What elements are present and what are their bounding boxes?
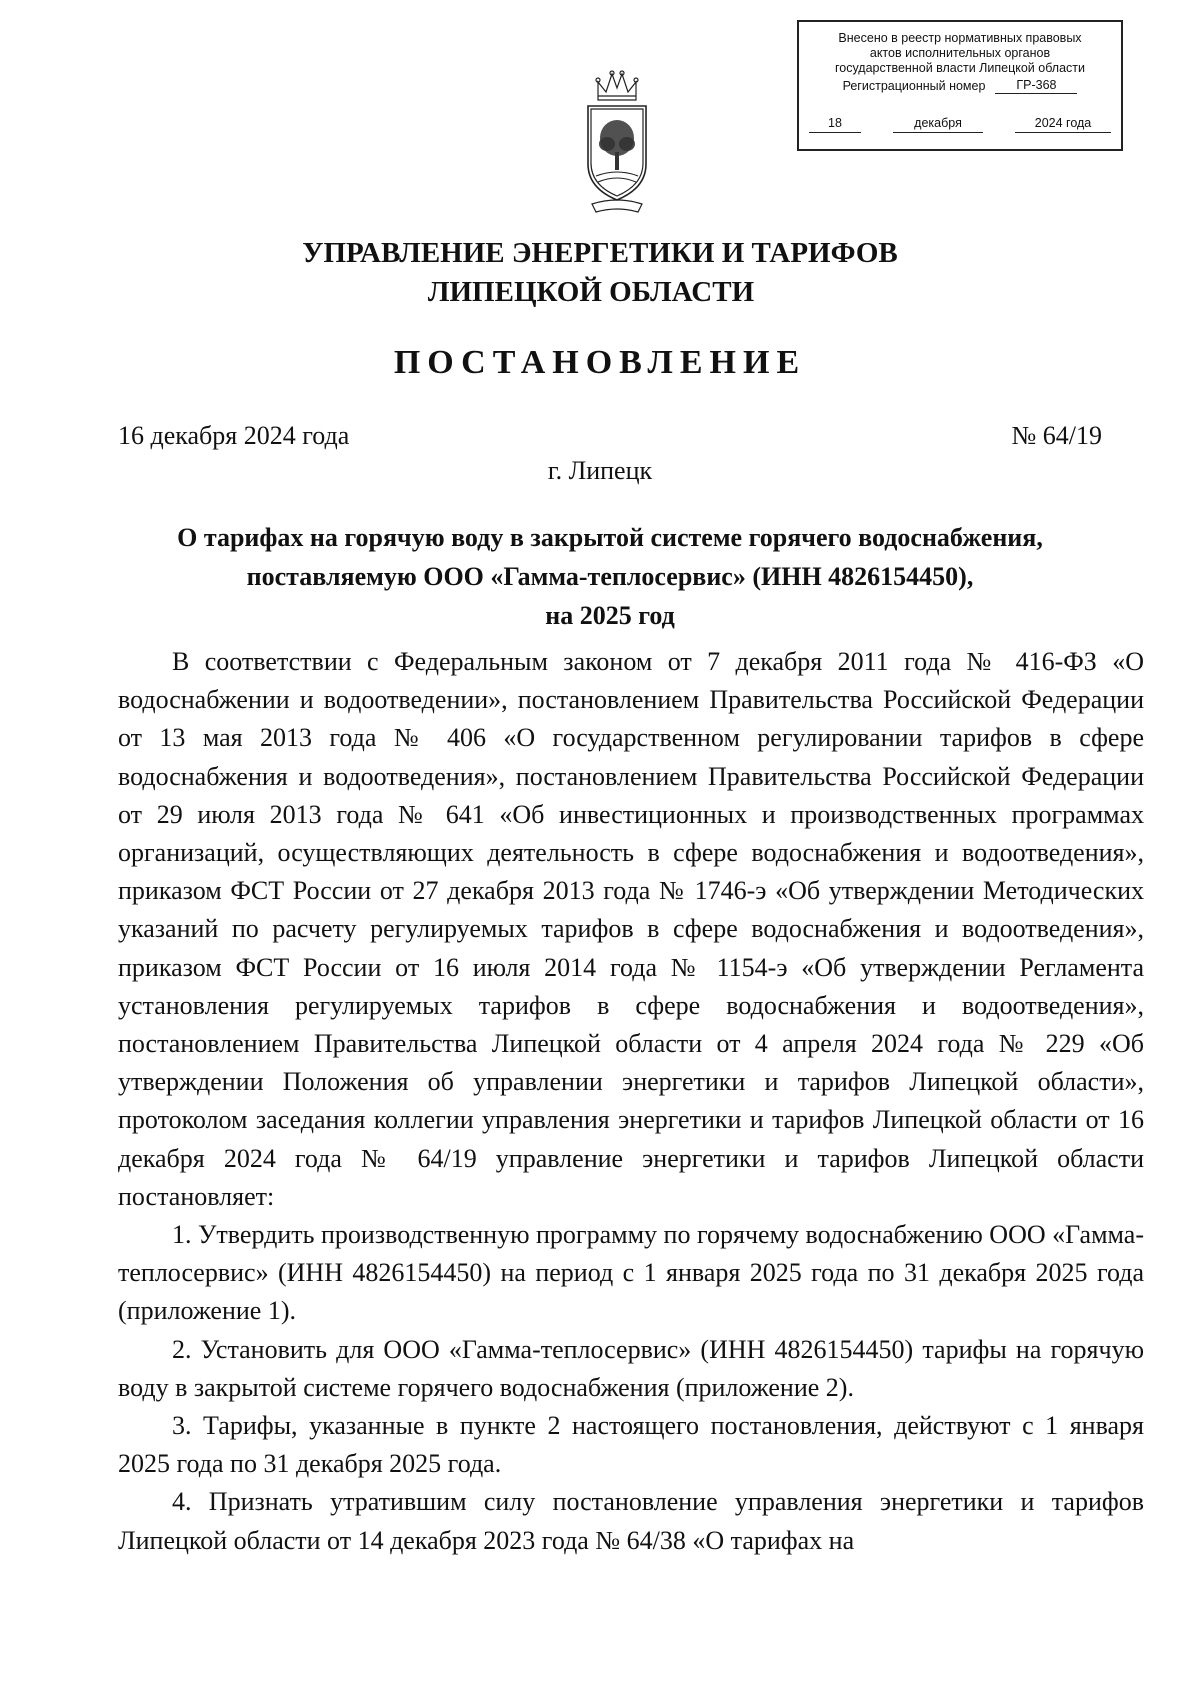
- document-type: ПОСТАНОВЛЕНИЕ: [393, 344, 807, 381]
- document-title-line-2: поставляемую ООО «Гамма-теплосервис» (ИНН 4826154450),: [246, 562, 974, 591]
- document-city: г. Липецк: [547, 456, 653, 485]
- document-body: [118, 643, 1144, 1560]
- item-paragraph-1: 1. Утвердить производственную программу по горячему водоснабжению ООО «Гамма-теплосервис» (ИНН 4826154450) на период с 1 января 2025 года по 31 декабря 2025 года (приложение 1).: [118, 1220, 1144, 1326]
- stamp-line-3: государственной власти Липецкой области: [834, 61, 1086, 75]
- document-title: [110, 518, 1110, 635]
- stamp-registration-label: Регистрационный номер: [842, 79, 986, 93]
- document-title-line-1: О тарифах на горячую воду в закрытой системе горячего водоснабжения,: [177, 523, 1043, 552]
- stamp-line-2: актов исполнительных органов: [869, 46, 1051, 60]
- item-paragraph-4: 4. Признать утратившим силу постановление управления энергетики и тарифов Липецкой области от 14 декабря 2023 года № 64/38 «О тарифах на: [118, 1487, 1144, 1555]
- registry-stamp: [797, 20, 1123, 151]
- stamp-month: декабря: [893, 116, 983, 133]
- stamp-registration-number: ГР-368: [995, 78, 1077, 94]
- item-paragraph-3: 3. Тарифы, указанные в пункте 2 настоящего постановления, действуют с 1 января 2025 года по 31 декабря 2025 года.: [118, 1411, 1144, 1479]
- stamp-line-1: Внесено в реестр нормативных правовых: [838, 31, 1082, 45]
- document-date: 16 декабря 2024 года: [118, 421, 350, 450]
- document-title-line-3: на 2025 год: [545, 601, 675, 630]
- document-number: № 64/19: [1011, 421, 1102, 450]
- stamp-year: 2024 года: [1015, 116, 1111, 133]
- organization-name-line-1: УПРАВЛЕНИЕ ЭНЕРГЕТИКИ И ТАРИФОВ: [302, 237, 898, 269]
- stamp-registration-row: [799, 78, 1121, 94]
- organization-name: [0, 234, 1200, 312]
- organization-name-line-2: ЛИПЕЦКОЙ ОБЛАСТИ: [427, 276, 755, 308]
- preamble-paragraph: В соответствии с Федеральным законом от 7 декабря 2011 года № 416-ФЗ «О водоснабжении и водоотведении», постановлением Правительства Российской Федерации от 13 мая 2013 года № 406 «О государственном регулировании тарифов в сфере водоснабжения и водоотведения», постановлением Правительства Российской Федерации от 29 июля 2013 года № 641 «Об инвестиционных и производственных программах организаций, осуществляющих деятельность в сфере водоснабжения и водоотведения», приказом ФСТ России от 27 декабря 2013 года № 1746-э «Об утверждении Методических указаний по расчету регулируемых тарифов в сфере водоснабжения и водоотведения», приказом ФСТ России от 16 июля 2014 года № 1154-э «Об утверждении Регламента установления регулируемых тарифов в сфере водоснабжения и водоотведения», постановлением Правительства Липецкой области от 4 апреля 2024 года № 229 «Об утверждении Положения об управлении энергетики и тарифов Липецкой области», протоколом заседания коллегии управления энергетики и тарифов Липецкой области от 16 декабря 2024 года № 64/19 управление энергетики и тарифов Липецкой области постановляет:: [118, 647, 1144, 1211]
- item-paragraph-2: 2. Установить для ООО «Гамма-теплосервис» (ИНН 4826154450) тарифы на горячую воду в закрытой системе горячего водоснабжения (приложение 2).: [118, 1334, 1144, 1402]
- coat-of-arms-icon: [582, 68, 652, 218]
- stamp-date-row: [809, 116, 1111, 133]
- stamp-day: 18: [809, 116, 861, 133]
